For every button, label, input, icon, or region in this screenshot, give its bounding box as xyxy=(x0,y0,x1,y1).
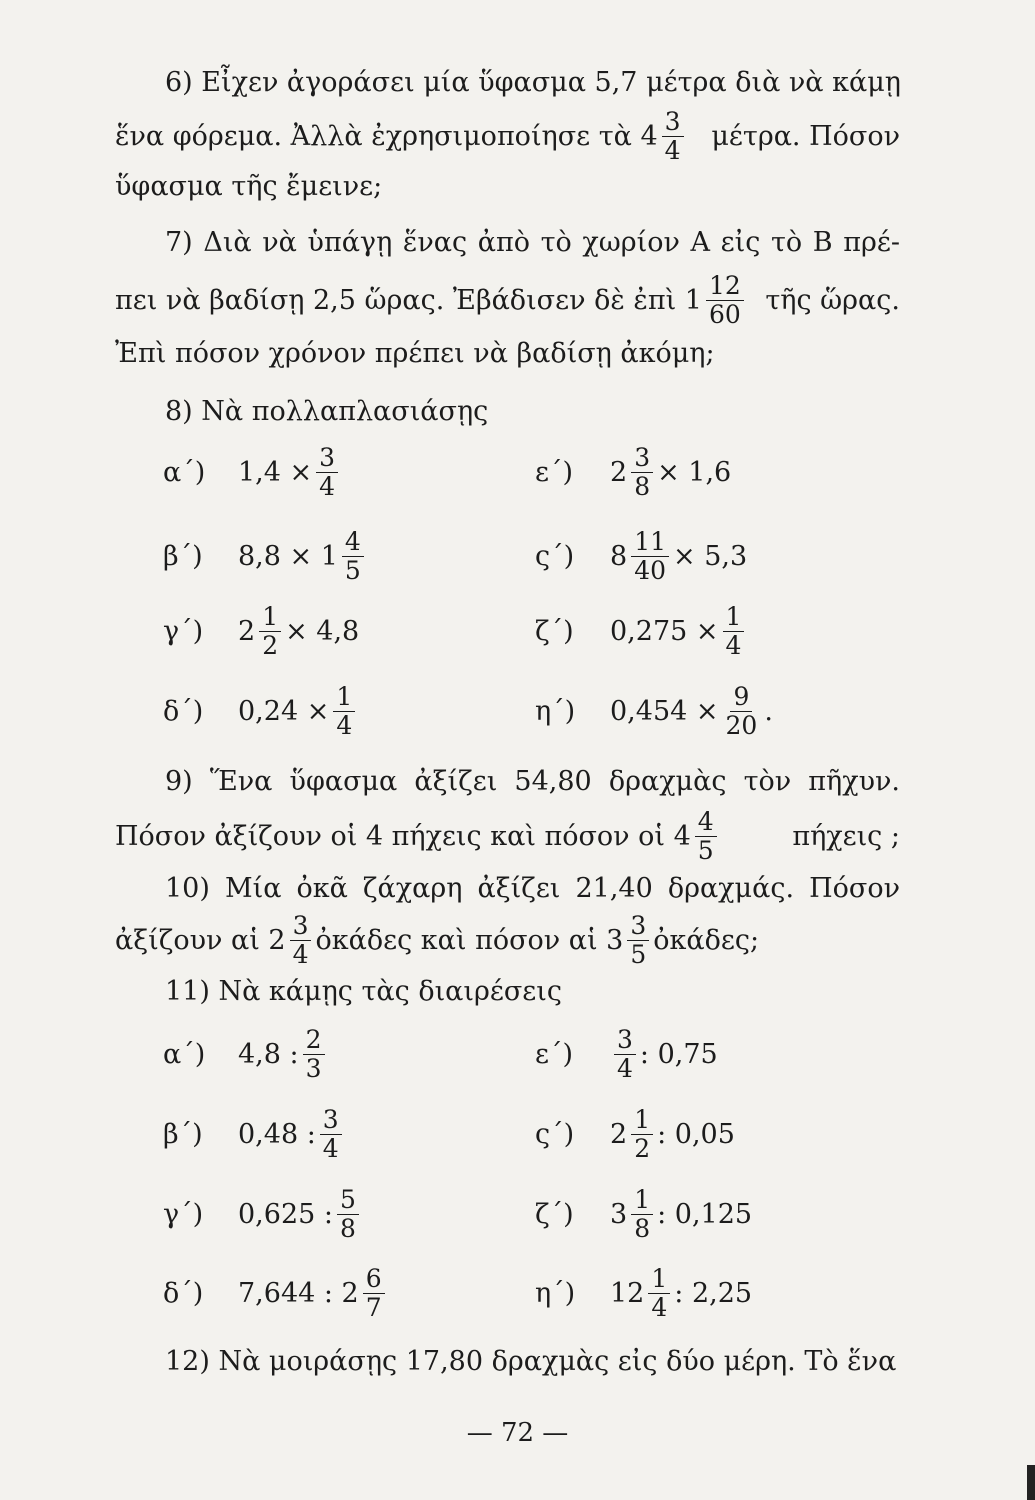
exercise-11d xyxy=(163,1265,389,1322)
numerator: 11 xyxy=(631,528,669,557)
fraction xyxy=(631,1186,653,1243)
exercise-pre: 7,644 : 2 xyxy=(238,1278,359,1309)
fraction xyxy=(614,1026,636,1083)
numerator: 3 xyxy=(320,1106,342,1135)
numerator: 1 xyxy=(259,603,281,632)
problem-7-text-b: τῆς ὥρας. xyxy=(765,285,900,316)
denominator: 4 xyxy=(664,136,681,165)
problem-11-heading: 11) Νὰ κάμῃς τὰς διαιρέσεις xyxy=(165,976,562,1007)
fraction xyxy=(259,603,281,660)
numerator: 12 xyxy=(706,272,744,301)
exercise-11c xyxy=(163,1186,363,1243)
denominator: 2 xyxy=(262,631,279,660)
exercise-pre: 12 xyxy=(610,1278,645,1309)
problem-7-text-a: πει νὰ βαδίσῃ 2,5 ὥρας. Ἐβάδισεν δὲ ἐπὶ 1 xyxy=(115,285,702,316)
exercise-label: β΄) xyxy=(163,541,203,572)
denominator: 4 xyxy=(725,631,742,660)
exercise-label: ζ΄) xyxy=(535,1199,574,1230)
exercise-label: δ΄) xyxy=(163,1278,204,1309)
fraction xyxy=(290,912,312,969)
problem-9-line-1: 9) Ἕνα ὕφασμα ἀξίζει 54,80 δραχμὰς τὸν πῆχυν. xyxy=(165,766,900,797)
exercise-8h xyxy=(535,683,773,740)
exercise-pre: 0,48 : xyxy=(238,1119,316,1150)
exercise-11h xyxy=(535,1265,752,1322)
exercise-pre: 2 xyxy=(238,616,256,647)
problem-10-text-c: ὀκάδες; xyxy=(653,925,760,956)
problem-6-line-2 xyxy=(115,108,900,165)
numerator: 4 xyxy=(695,808,717,837)
fraction xyxy=(631,528,669,585)
problem-6-text-a: ἕνα φόρεμα. Ἀλλὰ ἐχρησιμοποίησε τὰ 4 xyxy=(115,121,658,152)
numerator: 2 xyxy=(303,1026,325,1055)
fraction xyxy=(333,683,355,740)
exercise-label: ς΄) xyxy=(535,1119,575,1150)
denominator: 40 xyxy=(634,556,666,585)
denominator: 4 xyxy=(651,1293,668,1322)
problem-6-line-3: ὕφασμα τῆς ἔμεινε; xyxy=(115,171,383,202)
problem-9-line-2 xyxy=(115,808,900,865)
numerator: 1 xyxy=(648,1265,670,1294)
denominator: 4 xyxy=(336,711,353,740)
fraction xyxy=(695,808,717,865)
problem-8-heading: 8) Νὰ πολλαπλασιάσῃς xyxy=(165,396,489,427)
exercise-8st xyxy=(535,528,747,585)
problem-6-line-1: 6) Εἶχεν ἀγοράσει μία ὕφασμα 5,7 μέτρα διὰ νὰ κάμῃ xyxy=(165,67,901,98)
numerator: 3 xyxy=(614,1026,636,1055)
exercise-pre: 2 xyxy=(610,1119,628,1150)
numerator: 3 xyxy=(662,108,684,137)
problem-10-line-1: 10) Μία ὀκᾶ ζάχαρη ἀξίζει 21,40 δραχμάς. Πόσον xyxy=(165,873,900,904)
numerator: 1 xyxy=(723,603,745,632)
numerator: 1 xyxy=(631,1186,653,1215)
numerator: 4 xyxy=(342,528,364,557)
numerator: 6 xyxy=(363,1265,385,1294)
exercise-label: ε΄) xyxy=(535,457,574,488)
fraction xyxy=(631,1106,653,1163)
fraction xyxy=(627,912,649,969)
exercise-label: γ΄) xyxy=(163,616,204,647)
exercise-pre: 0,625 : xyxy=(238,1199,333,1230)
exercise-pre: 8 xyxy=(610,541,628,572)
exercise-pre: 3 xyxy=(610,1199,628,1230)
denominator: 5 xyxy=(344,556,361,585)
exercise-post: : 0,125 xyxy=(657,1199,753,1230)
exercise-pre: 4,8 : xyxy=(238,1039,299,1070)
page-number: — 72 — xyxy=(466,1418,569,1448)
exercise-pre: 1,4 × xyxy=(238,457,313,488)
exercise-label: γ΄) xyxy=(163,1199,204,1230)
exercise-label: α΄) xyxy=(163,457,206,488)
denominator: 7 xyxy=(365,1293,382,1322)
problem-7-line-3: Ἐπὶ πόσον χρόνον πρέπει νὰ βαδίσῃ ἀκόμη; xyxy=(115,338,715,369)
exercise-post: : 0,05 xyxy=(657,1119,735,1150)
exercise-label: β΄) xyxy=(163,1119,203,1150)
denominator: 8 xyxy=(634,1214,651,1243)
exercise-label: η΄) xyxy=(535,1278,576,1309)
exercise-label: ε΄) xyxy=(535,1039,574,1070)
exercise-11a xyxy=(163,1026,329,1083)
fraction xyxy=(662,108,684,165)
problem-7-line-2 xyxy=(115,272,900,329)
problem-9-text-a: Πόσον ἀξίζουν οἱ 4 πήχεις καὶ πόσον οἱ 4 xyxy=(115,821,691,852)
exercise-8e xyxy=(535,444,731,501)
exercise-label: α΄) xyxy=(163,1039,206,1070)
problem-12-line-1: 12) Νὰ μοιράσῃς 17,80 δραχμὰς εἰς δύο μέρη. Τὸ ἕνα xyxy=(165,1346,897,1377)
exercise-label: ς΄) xyxy=(535,541,575,572)
exercise-8d xyxy=(163,683,359,740)
numerator: 5 xyxy=(337,1186,359,1215)
denominator: 4 xyxy=(292,940,309,969)
exercise-post: : 0,75 xyxy=(639,1039,718,1070)
exercise-8c xyxy=(163,603,359,660)
fraction xyxy=(337,1186,359,1243)
fraction xyxy=(342,528,364,585)
fraction xyxy=(363,1265,385,1322)
numerator: 1 xyxy=(333,683,355,712)
exercise-post: . xyxy=(764,696,773,727)
denominator: 5 xyxy=(697,836,714,865)
problem-10-text-b: ὀκάδες καὶ πόσον αἱ 3 xyxy=(315,925,624,956)
denominator: 2 xyxy=(634,1134,651,1163)
fraction xyxy=(303,1026,325,1083)
denominator: 20 xyxy=(725,711,758,740)
denominator: 5 xyxy=(630,940,647,969)
exercise-post: × 5,3 xyxy=(673,541,748,572)
exercise-11e xyxy=(535,1026,718,1083)
exercise-pre: 8,8 × 1 xyxy=(238,541,338,572)
scan-edge-mark xyxy=(1027,1465,1035,1500)
numerator: 3 xyxy=(316,444,338,473)
denominator: 4 xyxy=(617,1054,633,1083)
exercise-label: δ΄) xyxy=(163,696,204,727)
exercise-post: : 2,25 xyxy=(674,1278,753,1309)
exercise-pre: 2 xyxy=(610,457,628,488)
denominator: 3 xyxy=(305,1054,322,1083)
exercise-8z xyxy=(535,603,748,660)
denominator: 8 xyxy=(634,472,651,501)
denominator: 60 xyxy=(708,300,741,329)
fraction xyxy=(320,1106,342,1163)
fraction xyxy=(723,683,761,740)
fraction xyxy=(706,272,744,329)
problem-7-line-1: 7) Διὰ νὰ ὑπάγῃ ἕνας ἀπὸ τὸ χωρίον Α εἰς τὸ Β πρέ- xyxy=(165,227,900,258)
numerator: 3 xyxy=(290,912,312,941)
problem-10-line-2 xyxy=(115,912,759,969)
denominator: 4 xyxy=(322,1134,339,1163)
denominator: 8 xyxy=(339,1214,356,1243)
exercise-11st xyxy=(535,1106,735,1163)
exercise-post: × 4,8 xyxy=(285,616,360,647)
numerator: 3 xyxy=(631,444,653,473)
exercise-pre: 0,24 × xyxy=(238,696,330,727)
exercise-pre: 0,454 × xyxy=(610,696,719,727)
exercise-post: × 1,6 xyxy=(657,457,732,488)
fraction xyxy=(648,1265,670,1322)
fraction xyxy=(631,444,653,501)
fraction xyxy=(723,603,745,660)
exercise-11z xyxy=(535,1186,752,1243)
denominator: 4 xyxy=(319,472,336,501)
exercise-8a xyxy=(163,444,342,501)
numerator: 9 xyxy=(730,683,752,712)
numerator: 1 xyxy=(631,1106,653,1135)
exercise-label: ζ΄) xyxy=(535,616,574,647)
exercise-label: η΄) xyxy=(535,696,576,727)
numerator: 3 xyxy=(627,912,649,941)
exercise-8b xyxy=(163,528,368,585)
fraction xyxy=(316,444,338,501)
problem-9-text-b: πήχεις ; xyxy=(792,821,900,852)
exercise-11b xyxy=(163,1106,346,1163)
problem-6-text-b: μέτρα. Πόσον xyxy=(711,121,900,152)
problem-10-text-a: ἀξίζουν αἱ 2 xyxy=(115,925,286,956)
exercise-pre: 0,275 × xyxy=(610,616,719,647)
